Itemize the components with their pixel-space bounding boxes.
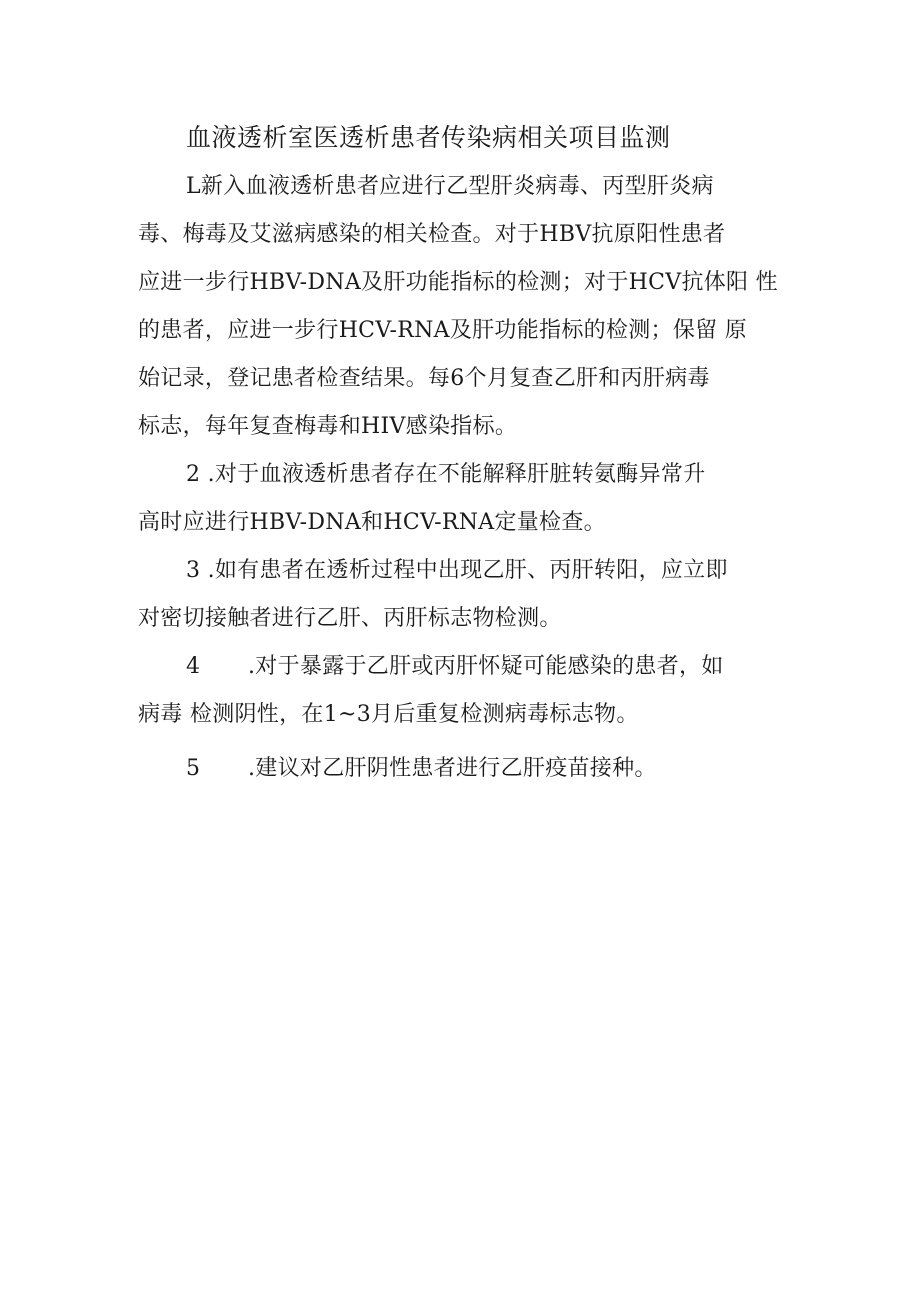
paragraph-text: .建议对乙肝阴性患者进行乙肝疫苗接种。	[248, 756, 657, 781]
paragraph-line: 应进一步行HBV-DNA及肝功能指标的检测；对于HCV抗体阳 性	[138, 270, 778, 295]
paragraph-4	[138, 643, 798, 739]
paragraph-5	[138, 745, 798, 793]
paragraph-line: L新入血液透析患者应进行乙型肝炎病毒、丙型肝炎病	[186, 174, 714, 199]
list-number: 5	[186, 756, 201, 781]
paragraph-line: 对密切接触者进行乙肝、丙肝标志物检测。	[138, 606, 562, 631]
paragraph-text: .对于暴露于乙肝或丙肝怀疑可能感染的患者，如	[248, 654, 724, 679]
list-number: 2	[186, 462, 201, 487]
list-number: 4	[186, 654, 201, 679]
paragraph-line	[138, 745, 798, 793]
list-number: 3	[186, 558, 201, 583]
paragraph-line: 标志，每年复查梅毒和HIV感染指标。	[138, 414, 518, 439]
paragraph-3	[138, 547, 798, 643]
paragraph-1	[138, 163, 798, 451]
paragraph-line	[138, 643, 798, 691]
paragraph-line: 的患者，应进一步行HCV-RNA及肝功能指标的检测；保留 原	[138, 318, 748, 343]
paragraph-line: 高时应进行HBV-DNA和HCV-RNA定量检查。	[138, 510, 606, 535]
paragraph-line	[138, 451, 798, 499]
document-title: 血液透析室医透析患者传染病相关项目监测	[186, 123, 671, 152]
paragraph-line: 病毒 检测阴性，在1~3月后重复检测病毒标志物。	[138, 702, 639, 727]
paragraph-line: 毒、梅毒及艾滋病感染的相关检查。对于HBV抗原阳性患者	[138, 222, 726, 247]
paragraph-line	[138, 547, 798, 595]
paragraph-line: 始记录，登记患者检查结果。每6个月复查乙肝和丙肝病毒	[138, 366, 710, 391]
paragraph-text: .如有患者在透析过程中出现乙肝、丙肝转阳，应立即	[200, 558, 728, 583]
paragraph-2	[138, 451, 798, 547]
paragraph-text: .对于血液透析患者存在不能解释肝脏转氨酶异常升	[200, 462, 706, 487]
